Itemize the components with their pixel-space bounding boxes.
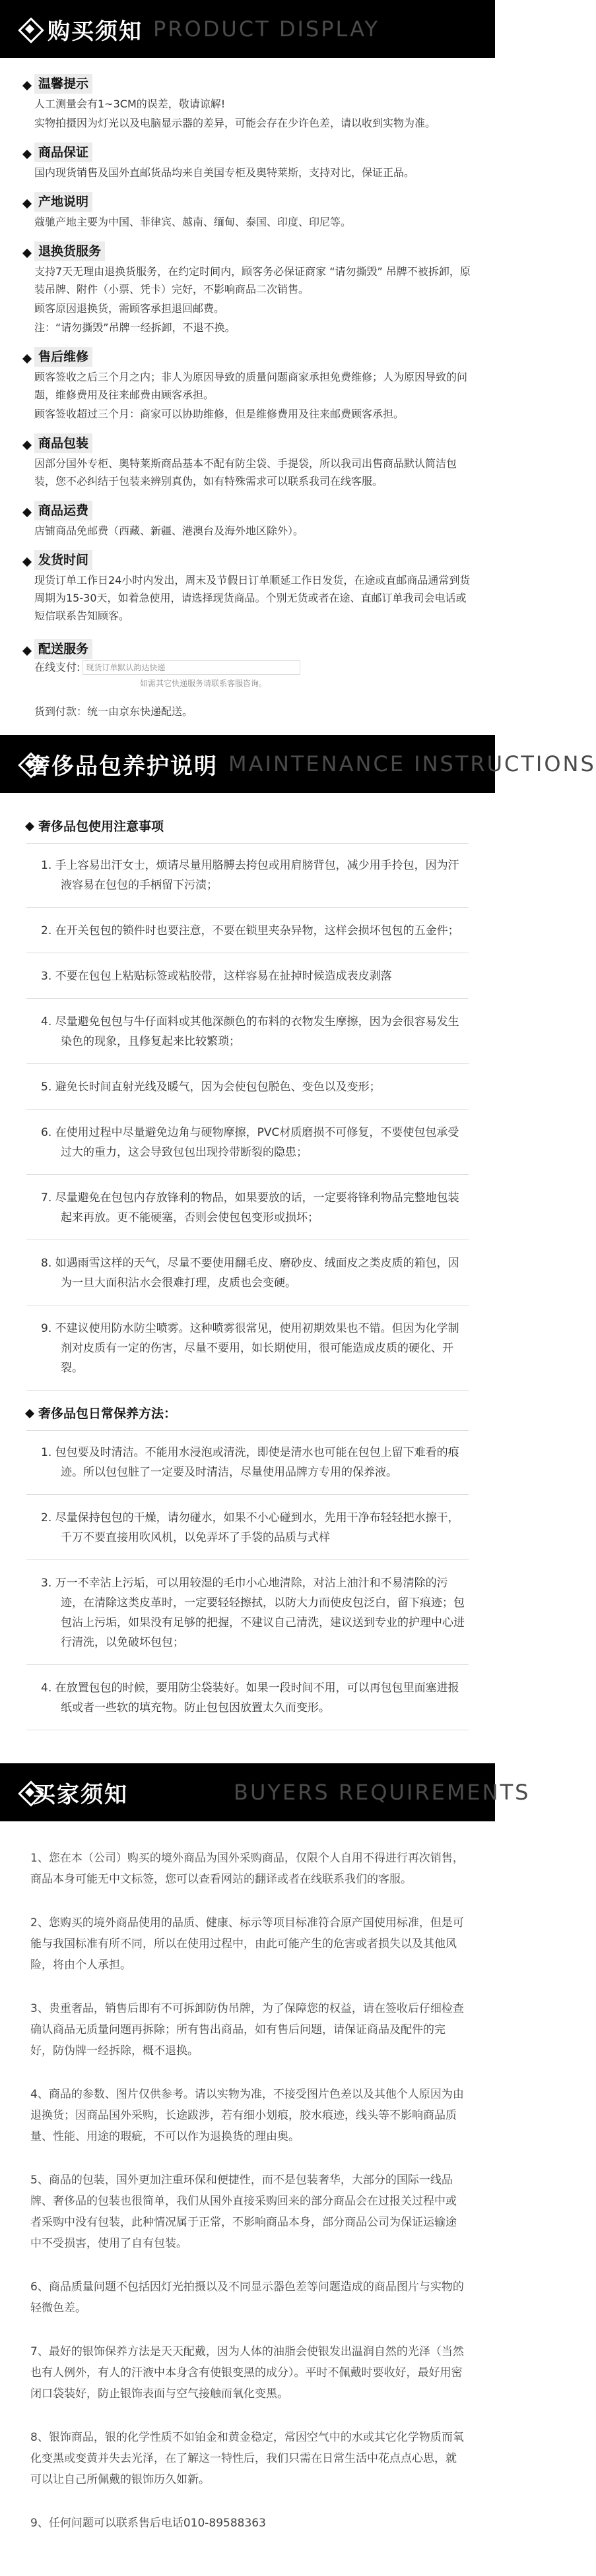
list-item: 1. 手上容易出汗女士，烦请尽量用胳膊去挎包或用肩膀背包，减少用手拎包，因为汗液容易在包包的手柄留下污渍； [41,859,459,892]
section-title: 买家须知 [33,1781,128,1808]
diamond-icon [22,441,32,450]
buyer-note: 8、银饰商品，银的化学性质不如铂金和黄金稳定，常因空气中的水或其它化学物质而氧化变黑或变黄并失去光泽，在了解这一特性后，我们只需在日常生活中花点点心思，就可以让自己所佩戴的银饰历久如新。 [30,2431,464,2486]
notice-text: 店铺商品免邮费（西藏、新疆、港澳台及海外地区除外）。 [34,524,304,537]
diamond-icon [22,354,32,363]
divider [26,1109,469,1110]
section-title: 奢侈品包养护说明 [28,753,218,780]
list-item: 8. 如遇雨雪这样的天气，尽量不要使用翻毛皮、磨砂皮、绒面皮之类皮质的箱包，因为一旦大面积沾水会很难打理，皮质也会变硬。 [41,1257,459,1290]
notice-title: 商品运费 [34,501,92,520]
buyer-note: 5、商品的包装，国外更加注重环保和便捷性，而不是包装奢华，大部分的国际一线品牌、奢侈品的包装也很简单，我们从国外直接采购回来的部分商品会在过报关过程中或者采购中没有包装，此种情况属于正常，不影响商品本身，部分商品公司为保证运输途中不受损害，使用了自有包装。 [30,2174,457,2250]
notice-block [24,501,471,540]
notice-title: 商品保证 [34,142,92,162]
notice-title: 退换货服务 [34,241,105,261]
buyer-note: 4、商品的参数、图片仅供参考。请以实物为准，不接受图片色差以及其他个人原因为由退换货；因商品国外采购，长途跋涉，若有细小划痕，胶水痕迹，线头等不影响商品质量、性能、用途的瑕疵，不可以作为退换货的理由奥。 [30,2088,464,2143]
list-item: 9. 不建议使用防水防尘喷雾。这种喷雾很常见，使用初期效果也不错。但因为化学制剂对皮质有一定的伤害，尽量不要用，如长期使用，很可能造成皮质的硬化、开裂。 [41,1322,459,1375]
notice-text: 顾客签收超过三个月：商家可以协助维修，但是维修费用及往来邮费顾客承担。 [34,408,405,420]
list-item: 2. 在开关包包的锁件时也要注意，不要在锁里夹杂异物，这样会损坏包包的五金件； [41,924,459,937]
list-item: 1. 包包要及时清洁。不能用水浸泡或清洗，即使是清水也可能在包包上留下难看的痕迹。所以包包脏了一定要及时清洁，尽量使用品牌方专用的保养液。 [41,1446,459,1479]
diamond-icon [20,19,40,39]
notice-block [24,142,471,181]
usage-notes-list [26,856,469,1391]
daily-care-title: 奢侈品包日常保养方法： [26,1404,469,1431]
buyer-note: 2、您购买的境外商品使用的品质、健康、标示等项目标准符合原产国使用标准，但是可能与我国标准有所不同，所以在使用过程中，由此可能产生的危害或者损失以及其他风险，将由个人承担。 [30,1916,464,1972]
list-item: 2. 尽量保持包包的干燥，请勿碰水，如果不小心碰到水，先用干净布轻轻把水擦干，千万不要直接用吹风机，以免弄坏了手袋的品质与式样 [41,1511,459,1544]
divider [26,998,469,999]
divider [26,1559,469,1560]
section-subtitle: PRODUCT DISPLAY [153,16,380,42]
notice-block [24,433,471,490]
section-title: 购买须知 [48,18,143,45]
notice-title: 发货时间 [34,550,92,570]
divider [26,1390,469,1391]
notice-text: 实物拍摄因为灯光以及电脑显示器的差异，可能会存在少许色差，请以收到实物为准。 [34,117,436,129]
online-payment-label: 在线支付: [34,661,81,674]
buyer-note: 3、贵重奢品，销售后即有不可拆卸防伪吊牌，为了保障您的权益，请在签收后仔细检查确认商品无质量问题再拆除；所有售出商品，如有售后问题，请保证商品及配件的完好，防伪牌一经拆除，概不退换。 [30,2002,464,2058]
notice-text: 人工测量会有1~3CM的误差，敬请谅解! [34,98,226,110]
delivery-block [24,639,471,720]
divider [26,1174,469,1175]
divider [26,1494,469,1495]
notice-block [24,192,471,231]
buyer-note: 9、任何问题可以联系售后电话010-89588363 [30,2517,266,2530]
list-item: 7. 尽量避免在包包内存放锋利的物品，如果要放的话，一定要将锋利物品完整地包装起来再放。更不能硬塞，否则会使包包变形或损坏； [41,1191,459,1224]
list-item: 4. 尽量避免包包与牛仔面料或其他深颜色的布料的衣物发生摩擦，因为会很容易发生染色的现象，且修复起来比较繁琐； [41,1015,459,1048]
divider [26,1664,469,1665]
section-header-buyers [0,1763,531,1821]
list-item: 6. 在使用过程中尽量避免边角与硬物摩擦，PVC材质磨损不可修复，不要使包包承受过大的重力，这会导致包包出现拎带断裂的隐患； [41,1126,459,1159]
diamond-icon [22,199,32,208]
diamond-icon [22,150,32,159]
online-payment-line [34,659,471,676]
notice-block [24,550,471,625]
buyer-note: 6、商品质量问题不包括因灯光拍摄以及不同显示器色差等问题造成的商品图片与实物的轻微色差。 [30,2280,464,2315]
online-payment-value: 现货订单默认韵达快递 [83,660,300,675]
purchase-notice [0,58,495,735]
diamond-icon [22,249,32,258]
notice-title: 商品包装 [34,433,92,453]
buyers-requirements [0,1821,495,2576]
notice-title: 温馨提示 [34,74,92,94]
list-item: 3. 万一不幸沾上污垢，可以用较湿的毛巾小心地清除，对沾上油汁和不易清除的污迹，在清除这类皮革时，一定要轻轻擦拭，以防大力而使皮包泛白，留下痕迹；包包沾上污垢，如果没有足够的把握，不建议自己清洗，建议送到专业的护理中心进行清洗，以免破坏包包； [41,1577,465,1649]
notice-text: 注：“请勿撕毁”吊牌一经拆卸，不退不换。 [34,321,236,334]
diamond-icon [22,508,32,517]
section-header-product-display [0,0,495,58]
diamond-icon [22,81,32,90]
section-subtitle: BUYERS REQUIREMENTS [234,1780,531,1805]
list-item: 4. 在放置包包的时候，要用防尘袋装好。如果一段时间不用，可以再包包里面塞进报纸或者一些软的填充物。防止包包因放置太久而变形。 [41,1681,459,1714]
diamond-icon [22,646,32,656]
notice-title: 产地说明 [34,192,92,212]
diamond-icon [22,557,32,567]
notice-text: 现货订单工作日24小时内发出，周末及节假日订单顺延工作日发货，在途或直邮商品通常到货周期为15-30天，如着急使用，请选择现货商品。个别无货或者在途、直邮订单我司会电话或短信联系告知顾客。 [34,574,471,622]
divider [26,907,469,908]
section-header-maintenance [0,735,596,793]
online-payment-note: 如需其它快递服务请联系客服咨询。 [140,679,267,688]
notice-text: 国内现货销售及国外直邮货品均来自美国专柜及奥特莱斯，支持对比，保证正品。 [34,166,415,179]
daily-care-list [26,1443,469,1730]
notice-list [24,74,471,625]
notice-text: 支持7天无理由退换货服务，在约定时间内，顾客务必保证商家 “请勿撕毁” 吊牌不被拆卸，原装吊牌、附件（小票、凭卡）完好，不影响商品二次销售。 [34,265,471,296]
section-subtitle: MAINTENANCE INSTRUCTIONS [228,751,596,776]
usage-notes-title: 奢侈品包使用注意事项 [26,817,469,844]
divider [26,1063,469,1064]
delivery-title: 配送服务 [34,639,92,659]
notice-text: 顾客原因退换货，需顾客承担退回邮费。 [34,302,225,315]
list-item: 5. 避免长时间直射光线及暖气，因为会使包包脱色、变色以及变形； [41,1081,381,1094]
buyer-note: 7、最好的银饰保养方法是天天配戴，因为人体的油脂会使银发出温润自然的光泽（当然也有人例外，有人的汗液中本身含有使银变黑的成分）。平时不佩戴时要收好，最好用密闭口袋装好，防止银饰表面与空气接触而氧化变黑。 [30,2345,464,2401]
notice-block [24,347,471,423]
notice-block [24,74,471,132]
buyer-note: 1、您在本（公司）购买的境外商品为国外采购商品，仅限个人自用不得进行再次销售，商品本身可能无中文标签，您可以查看网站的翻译或者在线联系我们的客服。 [30,1852,464,1886]
notice-title: 售后维修 [34,347,92,367]
list-item: 3. 不要在包包上粘贴标签或粘胶带，这样容易在扯掉时候造成表皮剥落 [41,970,392,983]
maintenance-instructions [0,793,495,1763]
cash-on-delivery: 货到付款：统一由京东快递配送。 [34,705,193,718]
notice-text: 蔻驰产地主要为中国、菲律宾、越南、缅甸、泰国、印度、印尼等。 [34,216,352,228]
notice-text: 因部分国外专柜、奥特莱斯商品基本不配有防尘袋、手提袋，所以我司出售商品默认简洁包装，您不必纠结于包装来辨别真伪，如有特殊需求可以联系我司在线客服。 [34,457,457,487]
notice-text: 顾客签收之后三个月之内；非人为原因导致的质量问题商家承担免费维修；人为原因导致的问题，维修费用及往来邮费由顾客承担。 [34,371,468,401]
notice-block [24,241,471,336]
